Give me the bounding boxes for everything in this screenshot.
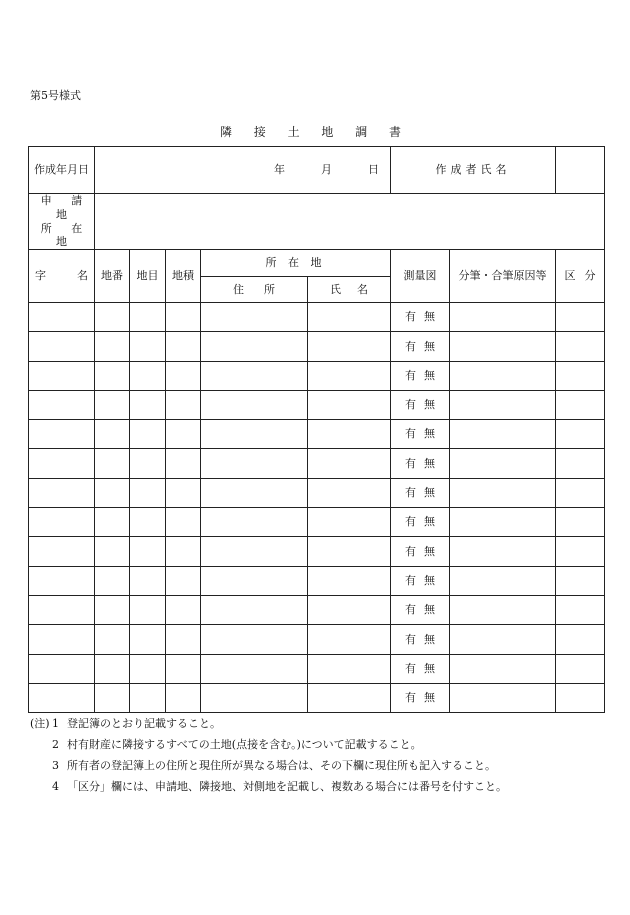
survey-map-no[interactable]: 無 — [424, 368, 436, 382]
cell-bunpitsu[interactable] — [450, 361, 556, 390]
table-row — [29, 478, 605, 507]
created-date-value[interactable] — [95, 147, 391, 194]
cell-sokuryozu[interactable] — [391, 683, 450, 712]
col-chiban: 地番 — [95, 250, 130, 303]
cell-shimei[interactable] — [308, 654, 391, 683]
cell-chiseki[interactable] — [166, 478, 201, 507]
cell-jusho[interactable] — [201, 566, 308, 595]
cell-shimei[interactable] — [308, 508, 391, 537]
cell-sokuryozu[interactable] — [391, 361, 450, 390]
table-row — [29, 332, 605, 361]
cell-bunpitsu[interactable] — [450, 449, 556, 478]
survey-map-no[interactable]: 無 — [424, 603, 436, 617]
cell-chimoku[interactable] — [130, 595, 166, 624]
cell-aza[interactable] — [29, 478, 95, 507]
cell-jusho[interactable] — [201, 449, 308, 478]
col-bunpitsu: 分筆・合筆原因等 — [450, 250, 556, 303]
cell-kubun[interactable] — [556, 683, 605, 712]
survey-map-no[interactable]: 無 — [424, 310, 436, 324]
cell-chiban[interactable] — [95, 595, 130, 624]
cell-kubun[interactable] — [556, 537, 605, 566]
survey-map-no[interactable]: 無 — [424, 427, 436, 441]
cell-kubun[interactable] — [556, 566, 605, 595]
cell-chiseki[interactable] — [166, 595, 201, 624]
note-item: 3 所有者の登記簿上の住所と現住所が異なる場合は、その下欄に現住所も記入すること。 — [52, 759, 496, 772]
cell-shimei[interactable] — [308, 390, 391, 419]
survey-map-no[interactable]: 無 — [424, 486, 436, 500]
cell-sokuryozu[interactable] — [391, 332, 450, 361]
survey-map-yes[interactable]: 有 — [405, 632, 417, 646]
form-number: 第5号様式 — [30, 89, 81, 102]
cell-chiseki[interactable] — [166, 654, 201, 683]
col-jusho: 住 所 — [201, 277, 308, 303]
survey-map-yes[interactable]: 有 — [405, 544, 417, 558]
table-row — [29, 683, 605, 712]
survey-map-no[interactable]: 無 — [424, 398, 436, 412]
cell-chimoku[interactable] — [130, 449, 166, 478]
cell-shimei[interactable] — [308, 683, 391, 712]
cell-chiban[interactable] — [95, 390, 130, 419]
table-row — [29, 625, 605, 654]
cell-jusho[interactable] — [201, 683, 308, 712]
survey-map-yes[interactable]: 有 — [405, 661, 417, 675]
cell-sokuryozu[interactable] — [391, 595, 450, 624]
cell-sokuryozu[interactable] — [391, 537, 450, 566]
cell-chimoku[interactable] — [130, 566, 166, 595]
cell-jusho[interactable] — [201, 390, 308, 419]
application-row — [29, 194, 605, 250]
survey-map-no[interactable]: 無 — [424, 573, 436, 587]
cell-bunpitsu[interactable] — [450, 683, 556, 712]
cell-shimei[interactable] — [308, 595, 391, 624]
survey-map-no[interactable]: 無 — [424, 661, 436, 675]
cell-chimoku[interactable] — [130, 361, 166, 390]
cell-aza[interactable] — [29, 654, 95, 683]
col-sokuryozu: 測量図 — [391, 250, 450, 303]
note-item: 4 「区分」欄には、申請地、隣接地、対側地を記載し、複数ある場合には番号を付すこと。 — [52, 780, 507, 793]
survey-map-no[interactable]: 無 — [424, 544, 436, 558]
survey-map-yes[interactable]: 有 — [405, 339, 417, 353]
column-header-row-top — [29, 250, 605, 277]
cell-jusho[interactable] — [201, 508, 308, 537]
cell-aza[interactable] — [29, 332, 95, 361]
notes — [30, 713, 507, 797]
cell-bunpitsu[interactable] — [450, 420, 556, 449]
application-location-label: 申 請 地 所 在 地 — [29, 194, 95, 250]
cell-aza[interactable] — [29, 595, 95, 624]
cell-shimei[interactable] — [308, 478, 391, 507]
cell-chiban[interactable] — [95, 449, 130, 478]
document-title: 隣 接 土 地 調 書 — [219, 125, 411, 139]
cell-chiban[interactable] — [95, 625, 130, 654]
col-shozaichi: 所 在 地 — [201, 250, 391, 277]
cell-kubun[interactable] — [556, 420, 605, 449]
cell-shimei[interactable] — [308, 361, 391, 390]
cell-bunpitsu[interactable] — [450, 654, 556, 683]
cell-chiban[interactable] — [95, 420, 130, 449]
survey-map-yes[interactable]: 有 — [405, 486, 417, 500]
cell-bunpitsu[interactable] — [450, 478, 556, 507]
cell-jusho[interactable] — [201, 537, 308, 566]
cell-kubun[interactable] — [556, 625, 605, 654]
cell-sokuryozu[interactable] — [391, 390, 450, 419]
cell-chiban[interactable] — [95, 478, 130, 507]
cell-chimoku[interactable] — [130, 303, 166, 332]
cell-chiseki[interactable] — [166, 449, 201, 478]
cell-chiseki[interactable] — [166, 420, 201, 449]
cell-kubun[interactable] — [556, 478, 605, 507]
col-aza: 字 名 — [29, 250, 95, 303]
cell-chiseki[interactable] — [166, 537, 201, 566]
cell-chiban[interactable] — [95, 332, 130, 361]
survey-map-yes[interactable]: 有 — [405, 515, 417, 529]
col-kubun: 区 分 — [556, 250, 605, 303]
survey-map-no[interactable]: 無 — [424, 691, 436, 705]
cell-aza[interactable] — [29, 537, 95, 566]
table-row — [29, 449, 605, 478]
cell-sokuryozu[interactable] — [391, 420, 450, 449]
adjacent-land-table — [28, 146, 605, 713]
cell-sokuryozu[interactable] — [391, 478, 450, 507]
cell-aza[interactable] — [29, 683, 95, 712]
col-chiseki: 地積 — [166, 250, 201, 303]
cell-shimei[interactable] — [308, 537, 391, 566]
cell-chiban[interactable] — [95, 303, 130, 332]
cell-chiseki[interactable] — [166, 566, 201, 595]
header-row — [29, 147, 605, 194]
cell-sokuryozu[interactable] — [391, 508, 450, 537]
cell-sokuryozu[interactable] — [391, 654, 450, 683]
date-month: 月 — [321, 163, 332, 177]
cell-kubun[interactable] — [556, 508, 605, 537]
survey-map-no[interactable]: 無 — [424, 456, 436, 470]
cell-jusho[interactable] — [201, 625, 308, 654]
author-label: 作成者氏名 — [391, 147, 556, 194]
cell-bunpitsu[interactable] — [450, 508, 556, 537]
cell-aza[interactable] — [29, 566, 95, 595]
cell-chimoku[interactable] — [130, 683, 166, 712]
cell-jusho[interactable] — [201, 654, 308, 683]
cell-sokuryozu[interactable] — [391, 449, 450, 478]
survey-map-yes[interactable]: 有 — [405, 427, 417, 441]
table-row — [29, 303, 605, 332]
col-chimoku: 地目 — [130, 250, 166, 303]
note-item: 2 村有財産に隣接するすべての土地(点接を含む。)について記載すること。 — [52, 738, 422, 751]
cell-bunpitsu[interactable] — [450, 303, 556, 332]
cell-chiseki[interactable] — [166, 625, 201, 654]
cell-kubun[interactable] — [556, 449, 605, 478]
cell-bunpitsu[interactable] — [450, 566, 556, 595]
cell-chiban[interactable] — [95, 537, 130, 566]
cell-jusho[interactable] — [201, 361, 308, 390]
note-item: (注) 1 登記簿のとおり記載すること。 — [30, 713, 507, 734]
table-row — [29, 361, 605, 390]
cell-bunpitsu[interactable] — [450, 595, 556, 624]
cell-chiseki[interactable] — [166, 390, 201, 419]
cell-chiseki[interactable] — [166, 683, 201, 712]
cell-jusho[interactable] — [201, 332, 308, 361]
cell-jusho[interactable] — [201, 420, 308, 449]
cell-chimoku[interactable] — [130, 654, 166, 683]
survey-map-no[interactable]: 無 — [424, 632, 436, 646]
cell-aza[interactable] — [29, 361, 95, 390]
cell-chiseki[interactable] — [166, 332, 201, 361]
survey-map-yes[interactable]: 有 — [405, 310, 417, 324]
table-row — [29, 654, 605, 683]
cell-sokuryozu[interactable] — [391, 625, 450, 654]
cell-bunpitsu[interactable] — [450, 625, 556, 654]
cell-chiseki[interactable] — [166, 508, 201, 537]
survey-map-yes[interactable]: 有 — [405, 368, 417, 382]
cell-chiseki[interactable] — [166, 303, 201, 332]
author-value[interactable] — [556, 147, 605, 194]
cell-chimoku[interactable] — [130, 625, 166, 654]
cell-kubun[interactable] — [556, 303, 605, 332]
cell-kubun[interactable] — [556, 332, 605, 361]
cell-chimoku[interactable] — [130, 420, 166, 449]
cell-shimei[interactable] — [308, 303, 391, 332]
cell-bunpitsu[interactable] — [450, 537, 556, 566]
survey-map-yes[interactable]: 有 — [405, 398, 417, 412]
survey-map-yes[interactable]: 有 — [405, 456, 417, 470]
cell-aza[interactable] — [29, 449, 95, 478]
table-row — [29, 508, 605, 537]
cell-chimoku[interactable] — [130, 478, 166, 507]
cell-bunpitsu[interactable] — [450, 332, 556, 361]
cell-shimei[interactable] — [308, 566, 391, 595]
created-date-label: 作成年月日 — [29, 147, 95, 194]
cell-chiban[interactable] — [95, 683, 130, 712]
cell-kubun[interactable] — [556, 595, 605, 624]
cell-shimei[interactable] — [308, 420, 391, 449]
cell-chiban[interactable] — [95, 654, 130, 683]
survey-map-no[interactable]: 無 — [424, 339, 436, 353]
cell-shimei[interactable] — [308, 449, 391, 478]
table-row — [29, 537, 605, 566]
table-row — [29, 390, 605, 419]
date-day: 日 — [368, 163, 379, 177]
cell-sokuryozu[interactable] — [391, 303, 450, 332]
cell-shimei[interactable] — [308, 625, 391, 654]
cell-chimoku[interactable] — [130, 508, 166, 537]
cell-aza[interactable] — [29, 390, 95, 419]
cell-chimoku[interactable] — [130, 332, 166, 361]
cell-bunpitsu[interactable] — [450, 390, 556, 419]
cell-chiban[interactable] — [95, 361, 130, 390]
cell-jusho[interactable] — [201, 303, 308, 332]
cell-chiban[interactable] — [95, 508, 130, 537]
table-row — [29, 566, 605, 595]
cell-kubun[interactable] — [556, 390, 605, 419]
survey-map-yes[interactable]: 有 — [405, 691, 417, 705]
cell-chimoku[interactable] — [130, 390, 166, 419]
survey-map-yes[interactable]: 有 — [405, 573, 417, 587]
cell-kubun[interactable] — [556, 361, 605, 390]
application-location-value[interactable] — [95, 194, 605, 250]
notes-prefix: (注) — [30, 717, 50, 730]
col-shimei: 氏 名 — [308, 277, 391, 303]
cell-aza[interactable] — [29, 303, 95, 332]
cell-kubun[interactable] — [556, 654, 605, 683]
survey-map-yes[interactable]: 有 — [405, 603, 417, 617]
survey-map-no[interactable]: 無 — [424, 515, 436, 529]
cell-chiban[interactable] — [95, 566, 130, 595]
table-row — [29, 595, 605, 624]
cell-jusho[interactable] — [201, 478, 308, 507]
cell-chimoku[interactable] — [130, 537, 166, 566]
cell-sokuryozu[interactable] — [391, 566, 450, 595]
cell-shimei[interactable] — [308, 332, 391, 361]
table-row — [29, 420, 605, 449]
cell-aza[interactable] — [29, 420, 95, 449]
cell-aza[interactable] — [29, 508, 95, 537]
cell-aza[interactable] — [29, 625, 95, 654]
cell-jusho[interactable] — [201, 595, 308, 624]
date-year: 年 — [274, 163, 285, 177]
cell-chiseki[interactable] — [166, 361, 201, 390]
